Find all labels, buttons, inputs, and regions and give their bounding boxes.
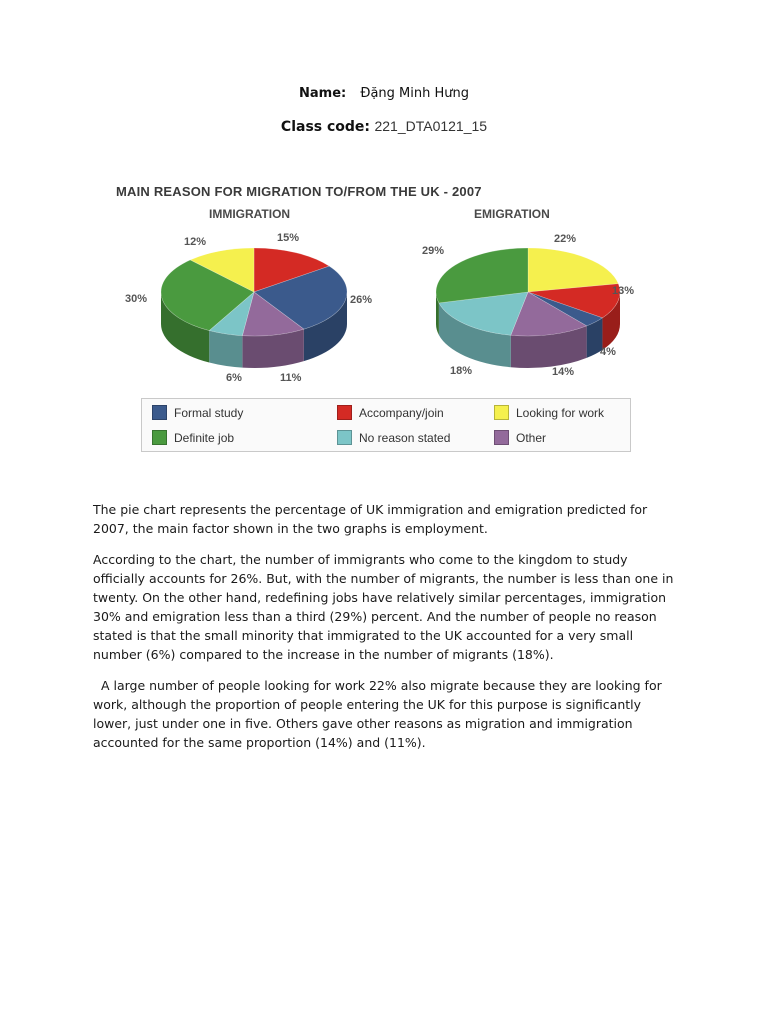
legend-item-looking-for-work: [494, 405, 604, 420]
legend-swatch: [337, 405, 352, 420]
emigration-label-looking-for-work: 22%: [554, 233, 577, 245]
legend-label: Other: [516, 430, 547, 445]
immigration-label-looking-for-work: 12%: [184, 236, 207, 248]
legend-item-definite-job: [152, 430, 234, 445]
legend-swatch: [494, 405, 509, 420]
pie-side-no-reason-stated: [209, 331, 242, 368]
emigration-pie: [436, 248, 620, 368]
paragraph-3: A large number of people looking for work 22% also migrate because they are looking for work, although the proportion of people entering the UK for this purpose is significantly lower, just under one in five. Others gave other reasons as migration and immigration accounted for the same proportion (14%) and (11%).: [93, 678, 666, 750]
immigration-label-no-reason: 6%: [226, 372, 242, 384]
emigration-label-accompany-join: 13%: [612, 285, 635, 297]
legend-label: Definite job: [174, 430, 235, 445]
legend-item-no-reason-stated: [337, 430, 450, 445]
class-code-label: Class code:: [280, 119, 371, 135]
legend-label: Formal study: [174, 405, 244, 420]
name-line: [0, 86, 768, 101]
name-value: Đặng Minh Hưng: [360, 86, 469, 101]
emigration-title: EMIGRATION: [474, 207, 550, 221]
legend-swatch: [494, 430, 509, 445]
legend-item-formal-study: [152, 405, 243, 420]
figure-title: MAIN REASON FOR MIGRATION TO/FROM THE UK - 2007: [116, 184, 482, 199]
pie-chart-figure: [108, 180, 638, 458]
legend-label: No reason stated: [359, 430, 451, 445]
paragraph-2: According to the chart, the number of immigrants who come to the kingdom to study officially accounts for 26%. But, with the number of migrants, the number is less than one in twenty. On the other hand, redefining jobs have relatively similar percentages, immigration 30% and emigration less than a third (29%) percent. And the number of people no reason stated is that the small minority that immigrated to the UK accounted for a very small number (6%) compared to the increase in the number of migrants (18%).: [93, 552, 674, 662]
immigration-label-accompany-join: 15%: [277, 232, 300, 244]
legend-label: Looking for work: [516, 405, 605, 420]
legend-label: Accompany/join: [359, 405, 444, 420]
class-code-value: 221_DTA0121_15: [374, 118, 488, 134]
legend-swatch: [337, 430, 352, 445]
emigration-label-other: 14%: [552, 366, 575, 378]
emigration-label-no-reason: 18%: [450, 365, 473, 377]
class-code-line: [0, 118, 768, 135]
emigration-label-definite-job: 29%: [422, 245, 445, 257]
legend-swatch: [152, 430, 167, 445]
immigration-label-definite-job: 30%: [125, 293, 148, 305]
legend-item-accompany-join: [337, 405, 444, 420]
immigration-label-other: 11%: [280, 372, 302, 384]
body-text: [93, 500, 678, 764]
immigration-title: IMMIGRATION: [209, 207, 291, 221]
chart-legend: [141, 398, 631, 452]
legend-item-other: [494, 430, 546, 445]
paragraph-1: The pie chart represents the percentage of UK immigration and emigration predicted for 2007, the main factor shown in the two graphs is employment.: [93, 502, 648, 536]
emigration-label-formal-study: 4%: [600, 346, 616, 358]
name-label: Name:: [299, 86, 347, 101]
immigration-label-formal-study: 26%: [350, 294, 373, 306]
immigration-pie: [161, 248, 347, 368]
legend-swatch: [152, 405, 167, 420]
